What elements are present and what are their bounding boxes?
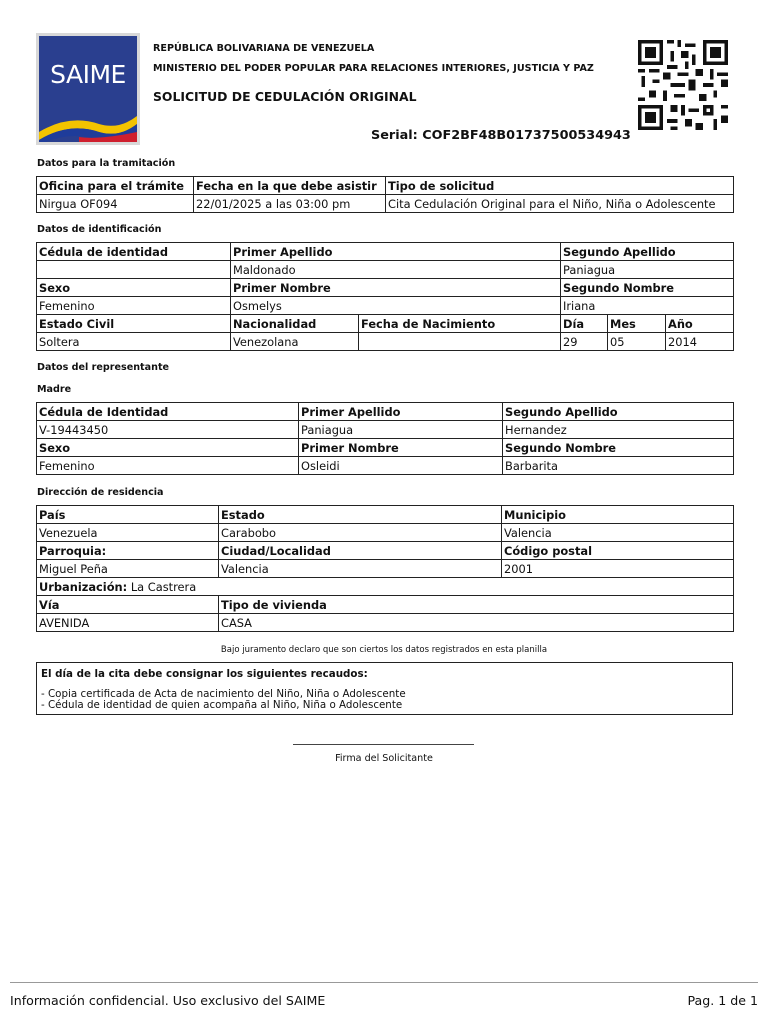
- pais-value: Venezuela: [37, 524, 219, 542]
- header-urbanizacion: Urbanización:: [39, 579, 128, 594]
- header-rep-primer-nombre: Primer Nombre: [299, 439, 503, 457]
- primer-nombre-value: Osmelys: [231, 297, 561, 315]
- requirements-title: El día de la cita debe consignar los siguientes recaudos:: [41, 668, 368, 680]
- urbanizacion-value: La Castrera: [130, 579, 197, 594]
- section-identificacion: Datos de identificación: [37, 224, 162, 235]
- table-row: [37, 177, 734, 195]
- section-representante: Datos del representante: [37, 362, 170, 373]
- header-mes: Mes: [608, 315, 666, 333]
- table-row: [37, 596, 734, 614]
- rep-sexo-value: Femenino: [37, 457, 299, 475]
- flag-ribbon-icon: [39, 102, 137, 145]
- header-tipo-solicitud: Tipo de solicitud: [386, 177, 734, 195]
- header-segundo-apellido: Segundo Apellido: [561, 243, 734, 261]
- cedula-value: [37, 261, 231, 279]
- subsection-madre: Madre: [37, 384, 72, 395]
- document-title: SOLICITUD DE CEDULACIÓN ORIGINAL: [153, 89, 417, 104]
- identificacion-table: [36, 242, 734, 351]
- rep-cedula-value: V-19443450: [37, 421, 299, 439]
- signature-label: Firma del Solicitante: [335, 753, 433, 764]
- header-oficina: Oficina para el trámite: [37, 177, 194, 195]
- header-estado-civil: Estado Civil: [37, 315, 231, 333]
- mes-value: 05: [608, 333, 666, 351]
- segundo-nombre-value: Iriana: [561, 297, 734, 315]
- table-row: [37, 195, 734, 213]
- oath-statement: Bajo juramento declaro que son ciertos los datos registrados en esta planilla: [220, 645, 548, 655]
- anio-value: 2014: [666, 333, 734, 351]
- parroquia-value: Miguel Peña: [37, 560, 219, 578]
- header-rep-primer-apellido: Primer Apellido: [299, 403, 503, 421]
- table-row: [37, 578, 734, 596]
- fecha-nacimiento-value: [359, 333, 561, 351]
- table-row: [37, 333, 734, 351]
- header-dia: Día: [561, 315, 608, 333]
- table-row: [37, 524, 734, 542]
- header-rep-segundo-apellido: Segundo Apellido: [503, 403, 734, 421]
- header-primer-nombre: Primer Nombre: [231, 279, 561, 297]
- sexo-value: Femenino: [37, 297, 231, 315]
- page-number: Pag. 1 de 1: [687, 993, 758, 1008]
- via-value: AVENIDA: [37, 614, 219, 632]
- primer-apellido-value: Maldonado: [231, 261, 561, 279]
- fecha-asistir-value: 22/01/2025 a las 03:00 pm: [194, 195, 386, 213]
- table-row: [37, 297, 734, 315]
- rep-segundo-nombre-value: Barbarita: [503, 457, 734, 475]
- ministry-header: MINISTERIO DEL PODER POPULAR PARA RELACIONES INTERIORES, JUSTICIA Y PAZ: [153, 63, 594, 74]
- header-segundo-nombre: Segundo Nombre: [561, 279, 734, 297]
- section-tramitacion: Datos para la tramitación: [37, 158, 176, 169]
- municipio-value: Valencia: [502, 524, 734, 542]
- qr-code-icon: [636, 40, 730, 130]
- header-via: Vía: [37, 596, 219, 614]
- table-row: [37, 421, 734, 439]
- header-municipio: Municipio: [502, 506, 734, 524]
- republic-header: REPÚBLICA BOLIVARIANA DE VENEZUELA: [153, 43, 375, 54]
- requirements-box: [36, 662, 733, 715]
- header-rep-segundo-nombre: Segundo Nombre: [503, 439, 734, 457]
- table-row: [37, 243, 734, 261]
- tipo-vivienda-value: CASA: [219, 614, 734, 632]
- header-pais: País: [37, 506, 219, 524]
- table-row: [37, 614, 734, 632]
- logo-text: SAIME: [50, 60, 126, 89]
- list-item: - Cédula de identidad de quien acompaña al Niño, Niña o Adolescente: [41, 699, 403, 711]
- tipo-solicitud-value: Cita Cedulación Original para el Niño, Niña o Adolescente: [386, 195, 734, 213]
- table-row: [37, 439, 734, 457]
- header-tipo-vivienda: Tipo de vivienda: [219, 596, 734, 614]
- rep-primer-nombre-value: Osleidi: [299, 457, 503, 475]
- header-sexo: Sexo: [37, 279, 231, 297]
- header-ciudad: Ciudad/Localidad: [219, 542, 502, 560]
- header-anio: Año: [666, 315, 734, 333]
- urbanizacion-cell: [37, 578, 734, 596]
- table-row: [37, 457, 734, 475]
- table-row: [37, 315, 734, 333]
- header-rep-cedula: Cédula de Identidad: [37, 403, 299, 421]
- representante-table: [36, 402, 734, 475]
- estado-value: Carabobo: [219, 524, 502, 542]
- table-row: [37, 279, 734, 297]
- oficina-value: Nirgua OF094: [37, 195, 194, 213]
- dia-value: 29: [561, 333, 608, 351]
- header-primer-apellido: Primer Apellido: [231, 243, 561, 261]
- residencia-table: [36, 505, 734, 632]
- section-residencia: Dirección de residencia: [37, 487, 164, 498]
- header-fecha-asistir: Fecha en la que debe asistir: [194, 177, 386, 195]
- header-cedula: Cédula de identidad: [37, 243, 231, 261]
- saime-logo: [36, 33, 140, 145]
- rep-segundo-apellido-value: Hernandez: [503, 421, 734, 439]
- footer-confidential: Información confidencial. Uso exclusivo del SAIME: [10, 993, 326, 1008]
- codigo-postal-value: 2001: [502, 560, 734, 578]
- tramitacion-table: [36, 176, 734, 213]
- header-parroquia: Parroquia:: [37, 542, 219, 560]
- segundo-apellido-value: Paniagua: [561, 261, 734, 279]
- header-fecha-nacimiento: Fecha de Nacimiento: [359, 315, 561, 333]
- footer-divider: [10, 982, 758, 983]
- ciudad-value: Valencia: [219, 560, 502, 578]
- header-codigo-postal: Código postal: [502, 542, 734, 560]
- serial-number: Serial: COF2BF48B01737500534943: [371, 128, 631, 143]
- estado-civil-value: Soltera: [37, 333, 231, 351]
- table-row: [37, 542, 734, 560]
- table-row: [37, 261, 734, 279]
- table-row: [37, 560, 734, 578]
- table-row: [37, 403, 734, 421]
- table-row: [37, 506, 734, 524]
- nacionalidad-value: Venezolana: [231, 333, 359, 351]
- signature-line: [293, 744, 474, 745]
- header-estado: Estado: [219, 506, 502, 524]
- rep-primer-apellido-value: Paniagua: [299, 421, 503, 439]
- header-rep-sexo: Sexo: [37, 439, 299, 457]
- header-nacionalidad: Nacionalidad: [231, 315, 359, 333]
- list-item: - Copia certificada de Acta de nacimiento del Niño, Niña o Adolescente: [41, 688, 406, 700]
